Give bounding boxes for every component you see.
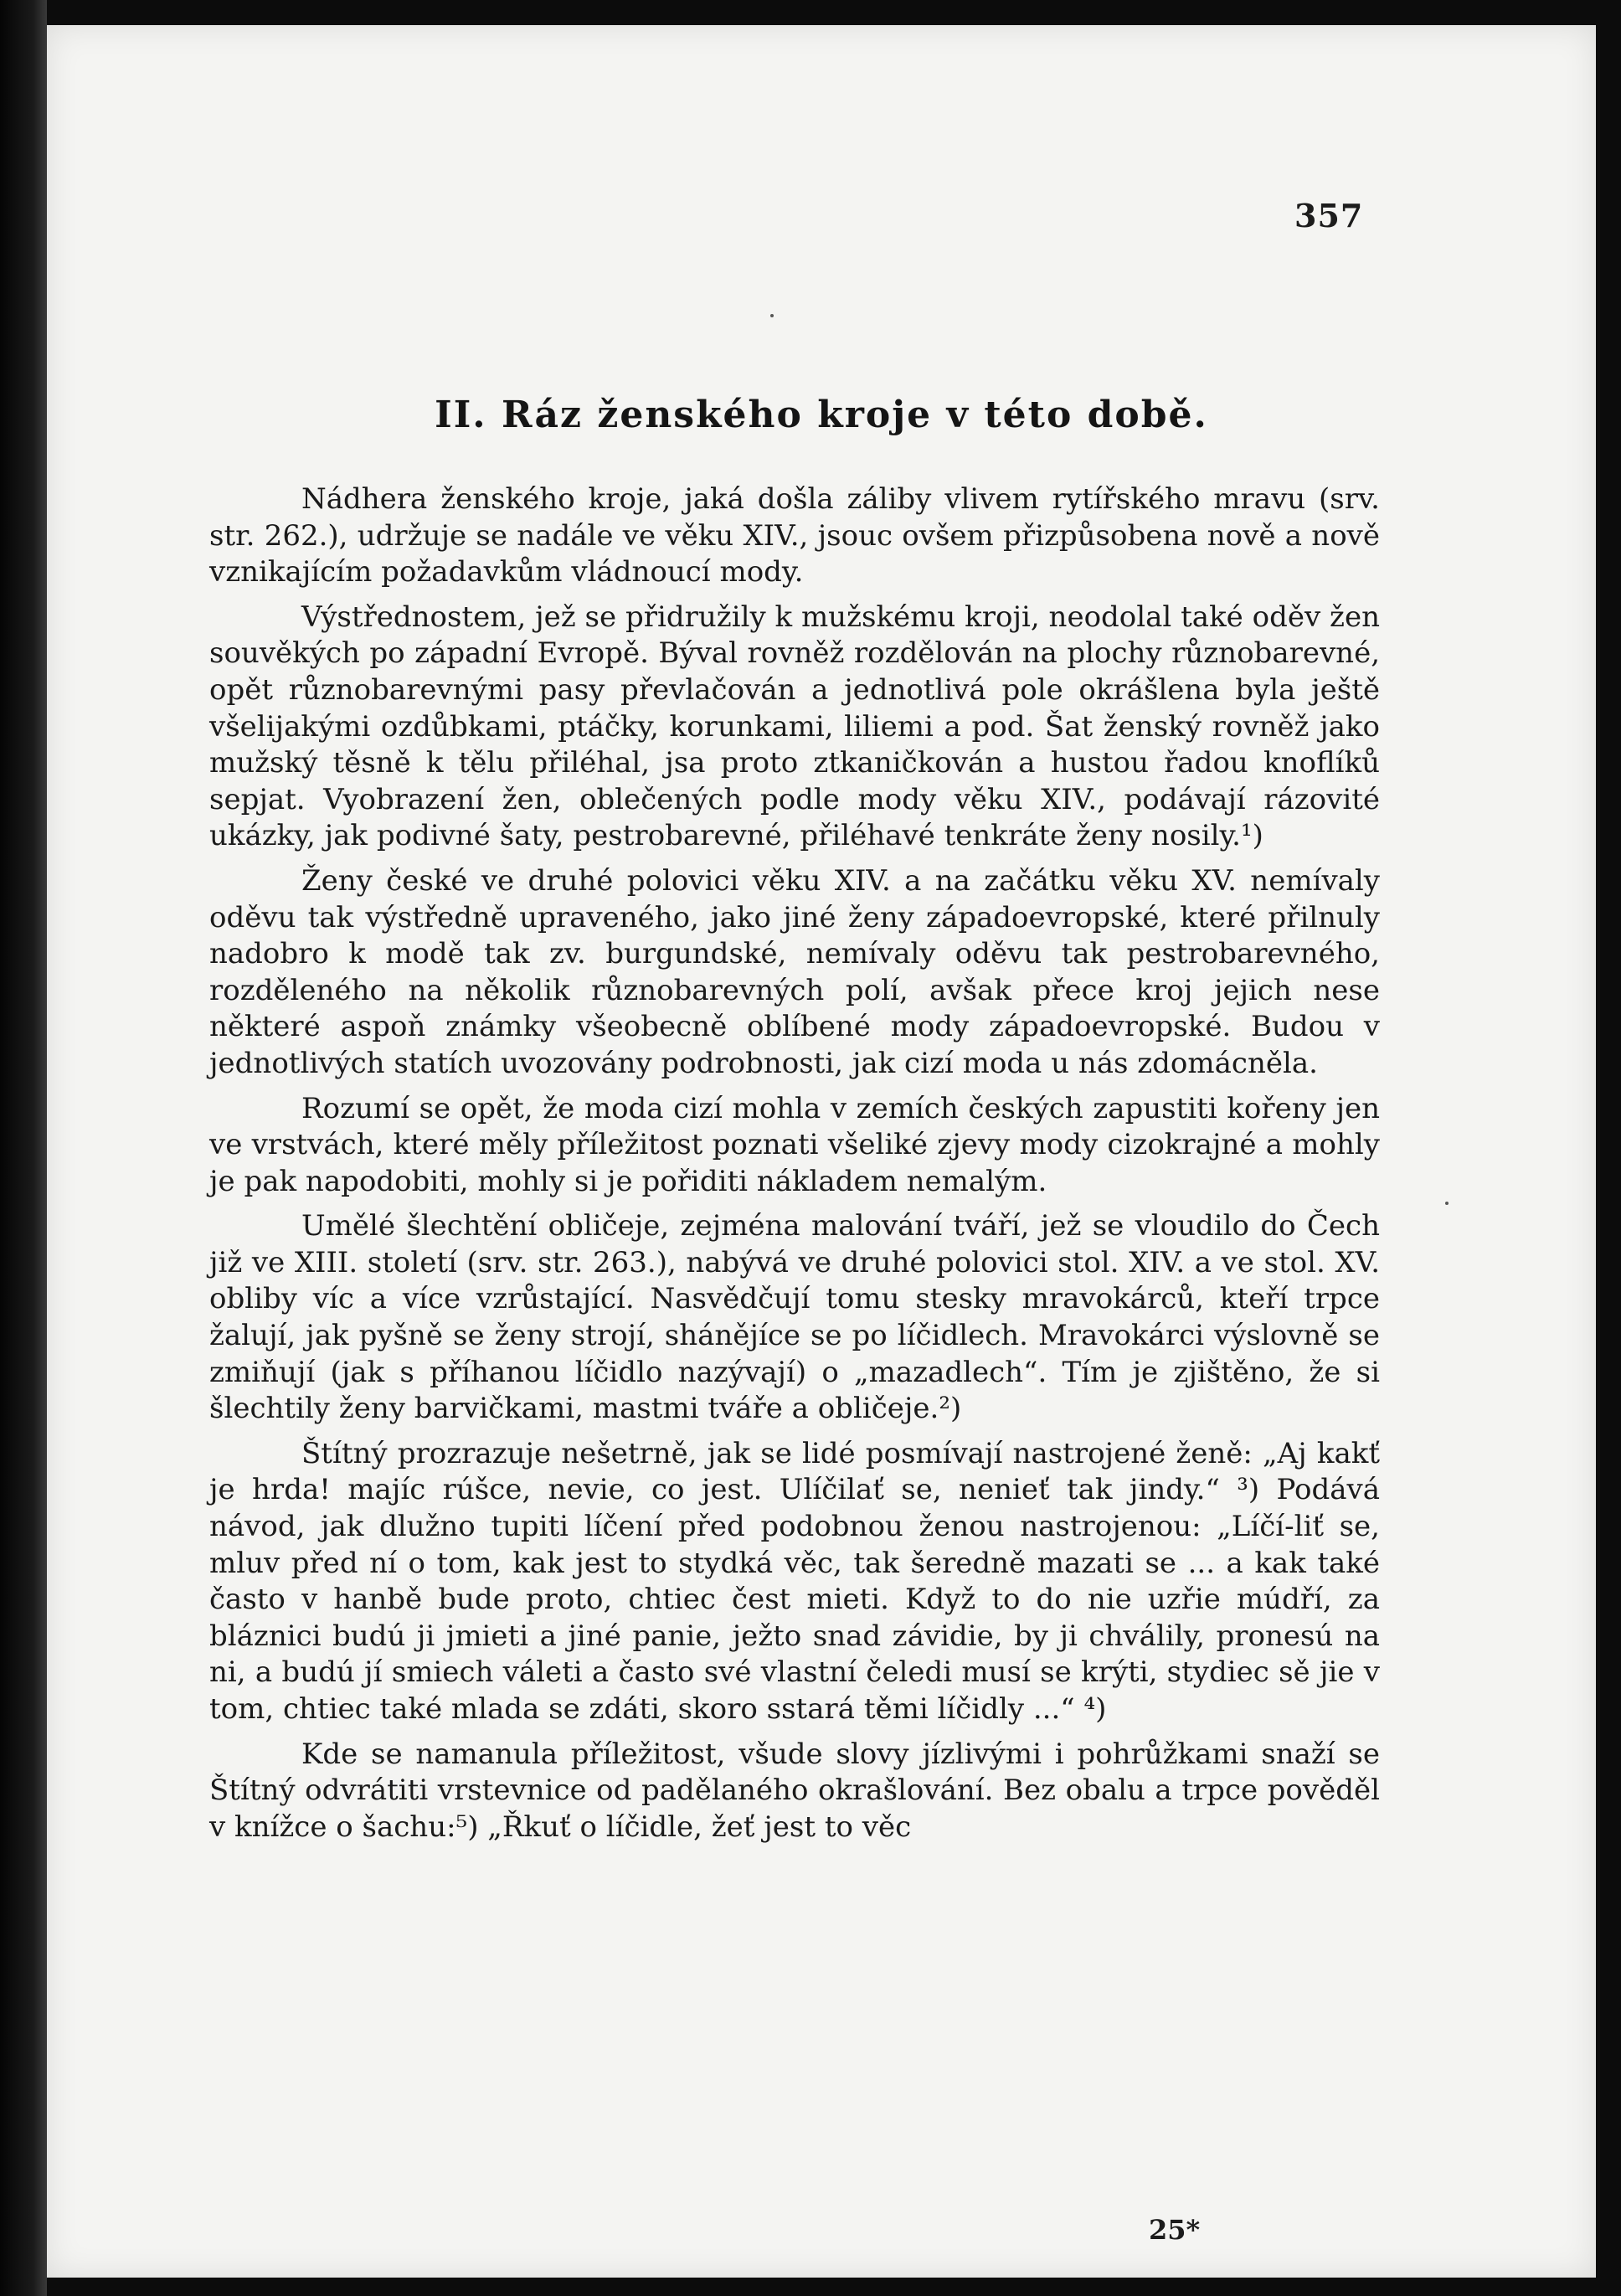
scan-speck	[770, 314, 774, 317]
book-page	[47, 25, 1596, 2278]
body-text	[209, 481, 1380, 1854]
paragraph: Štítný prozrazuje nešetrně, jak se lidé posmívají nastrojené ženě: „Aj kakť je hrda! majíc rúšce, nevie, co jest. Ulíčilať se, nenieť tak jindy.“ ³) Podává návod, jak dlužno tupiti líčení před podobnou ženou nastrojenou: „Líčí-liť se, mluv před ní o tom, kak jest to stydká věc, tak šeredně mazati se ... a kak také často v hanbě bude proto, chtiec čest mieti. Když to do nie uzřie múdří, za bláznici budú ji jmieti a jiné panie, ježto snad závidie, by ji chválily, pronesú na ni, a budú jí smiech váleti a často své vlastní čeledi musí se krýti, stydiec sě jie v tom, chtiec také mlada se zdáti, skoro sstará těmi líčidly ...“ ⁴)	[209, 1436, 1380, 1726]
paragraph: Rozumí se opět, že moda cizí mohla v zemích českých zapustiti kořeny jen ve vrstvách, které měly příležitost poznati všeliké zjevy mody cizokrajné a mohly je pak napodobiti, mohly si je pořiditi nákladem nemalým.	[209, 1091, 1380, 1198]
paragraph: Výstřednostem, jež se přidružily k mužskému kroji, neodolal také oděv žen souvěkých po západní Evropě. Býval rovněž rozdělován na plochy různobarevné, opět různobarevnými pasy převlačován a jednotlivá pole okrášlena byla ještě všelijakými ozdůbkami, ptáčky, korunkami, liliemi a pod. Šat ženský rovněž jako mužský těsně k tělu přiléhal, jsa proto ztkaničkován a hustou řadou knoflíků sepjat. Vyobrazení žen, oblečených podle mody věku XIV., podávají rázovité ukázky, jak podivné šaty, pestrobarevné, přiléhavé tenkráte ženy nosily.¹)	[209, 600, 1380, 853]
paragraph: Umělé šlechtění obličeje, zejména malování tváří, jež se vloudilo do Čech již ve XIII. století (srv. str. 263.), nabývá ve druhé polovici stol. XIV. a ve stol. XV. obliby víc a více vzrůstající. Nasvědčují tomu stesky mravokárců, kteří trpce žalují, jak pyšně se ženy strojí, shánějíce se po líčidlech. Mravokárci výslovně se zmiňují (jak s příhanou líčidlo nazývají) o „mazadlech“. Tím je zjištěno, že si šlechtily ženy barvičkami, mastmi tváře a obličeje.²)	[209, 1209, 1380, 1426]
scan-left-edge	[0, 0, 47, 2296]
scan-speck	[1445, 1202, 1449, 1205]
paragraph: Kde se namanula příležitost, všude slovy jízlivými i pohrůžkami snaží se Štítný odvrátiti vrstevnice od padělaného okrašlování. Bez obalu a trpce pověděl v knížce o šachu:⁵) „Řkuť o líčidle, žeť jest to věc	[209, 1737, 1380, 1844]
page-number: 357	[1294, 197, 1364, 234]
paragraph: Ženy české ve druhé polovici věku XIV. a na začátku věku XV. nemívaly oděvu tak výstředně upraveného, jako jiné ženy západoevropské, které přilnuly nadobro k modě tak zv. burgundské, nemívaly oděvu tak pestrobarevného, rozděleného na několik různobarevných polí, avšak přece kroj jejich nese některé aspoň známky všeobecně oblíbené mody západoevropské. Budou v jednotlivých statích uvozovány podrobnosti, jak cizí moda u nás zdomácněla.	[209, 863, 1380, 1080]
chapter-title: II. Ráz ženského kroje v této době.	[435, 394, 1208, 436]
signature-mark: 25*	[1149, 2214, 1201, 2246]
paragraph: Nádhera ženského kroje, jaká došla záliby vlivem rytířského mravu (srv. str. 262.), udržuje se nadále ve věku XIV., jsouc ovšem přizpůsobena nově a nově vznikajícím požadavkům vládnoucí mody.	[209, 482, 1380, 589]
